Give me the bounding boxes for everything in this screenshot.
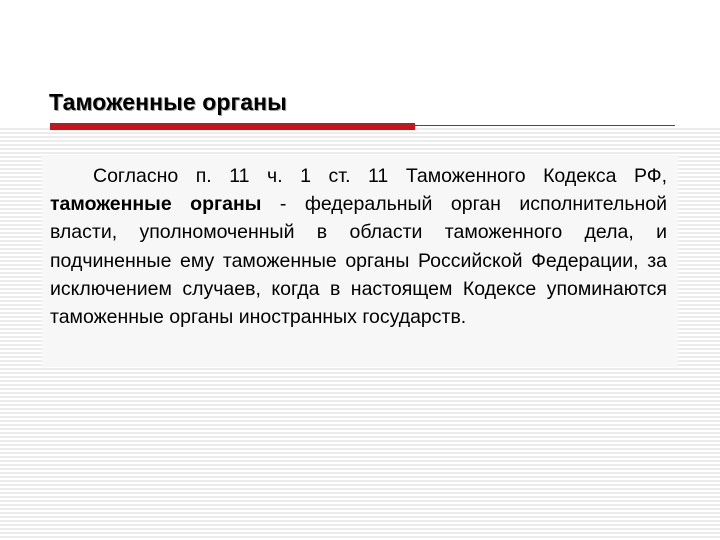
paragraph-intro: Согласно п. 11 ч. 1 ст. 11 Таможенного Кодекса РФ, [93, 165, 667, 187]
defined-term: таможенные органы [50, 193, 262, 216]
slide-title: Таможенные органы [49, 89, 287, 115]
title-underline-thin [415, 125, 675, 126]
title-underline-thick [50, 123, 415, 130]
paragraph-definition: - федеральный орган исполнительной власти, уполномоченный в области таможенного дела, и подчиненные ему таможенные органы Российской Федерации, за исключением случаев, когда в настоящем Кодексе упоминаются таможенные органы иностранных государств. [50, 193, 667, 329]
definition-paragraph [50, 162, 667, 331]
